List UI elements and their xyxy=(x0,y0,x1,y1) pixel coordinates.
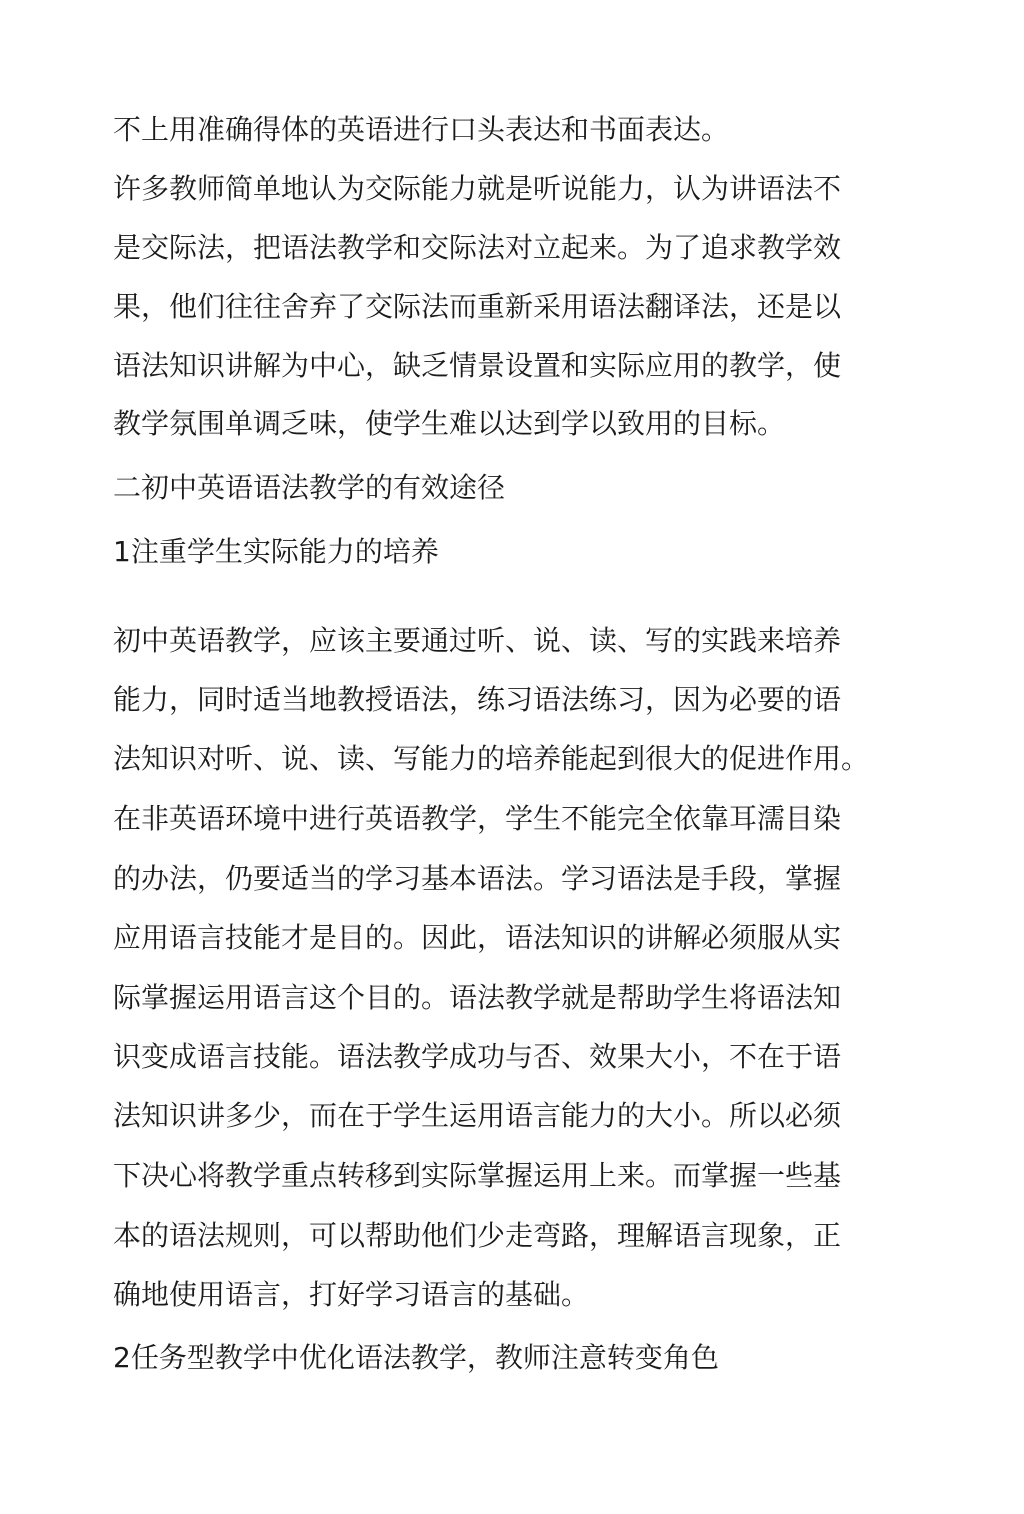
subsection-heading: 1注重学生实际能力的培养 xyxy=(113,535,439,568)
paragraph-line: 初中英语教学，应该主要通过听、说、读、写的实践来培养 xyxy=(113,624,842,657)
paragraph-line: 的办法，仍要适当的学习基本语法。学习语法是手段，掌握 xyxy=(113,862,842,895)
paragraph-line: 际掌握运用语言这个目的。语法教学就是帮助学生将语法知 xyxy=(113,981,842,1014)
paragraph-line: 确地使用语言，打好学习语言的基础。 xyxy=(113,1278,590,1311)
paragraph-line: 是交际法，把语法教学和交际法对立起来。为了追求教学效 xyxy=(113,231,842,264)
paragraph-line: 法知识讲多少，而在于学生运用语言能力的大小。所以必须 xyxy=(113,1099,842,1132)
paragraph-line: 许多教师简单地认为交际能力就是听说能力，认为讲语法不 xyxy=(113,172,842,205)
paragraph-line: 在非英语环境中进行英语教学，学生不能完全依靠耳濡目染 xyxy=(113,802,842,835)
paragraph-line: 语法知识讲解为中心，缺乏情景设置和实际应用的教学，使 xyxy=(113,349,842,382)
paragraph-line: 下决心将教学重点转移到实际掌握运用上来。而掌握一些基 xyxy=(113,1159,842,1192)
subsection-heading: 2任务型教学中优化语法教学，教师注意转变角色 xyxy=(113,1341,719,1374)
paragraph-line: 应用语言技能才是目的。因此，语法知识的讲解必须服从实 xyxy=(113,921,842,954)
paragraph-line: 法知识对听、说、读、写能力的培养能起到很大的促进作用。 xyxy=(113,742,870,775)
paragraph-line: 不上用准确得体的英语进行口头表达和书面表达。 xyxy=(113,113,730,146)
paragraph-line: 识变成语言技能。语法教学成功与否、效果大小，不在于语 xyxy=(113,1040,842,1073)
paragraph-line: 教学氛围单调乏味，使学生难以达到学以致用的目标。 xyxy=(113,407,786,440)
paragraph-line: 果，他们往往舍弃了交际法而重新采用语法翻译法，还是以 xyxy=(113,290,842,323)
section-heading: 二初中英语语法教学的有效途径 xyxy=(113,471,506,504)
paragraph-line: 本的语法规则，可以帮助他们少走弯路，理解语言现象，正 xyxy=(113,1219,842,1252)
paragraph-line: 能力，同时适当地教授语法，练习语法练习，因为必要的语 xyxy=(113,683,842,716)
